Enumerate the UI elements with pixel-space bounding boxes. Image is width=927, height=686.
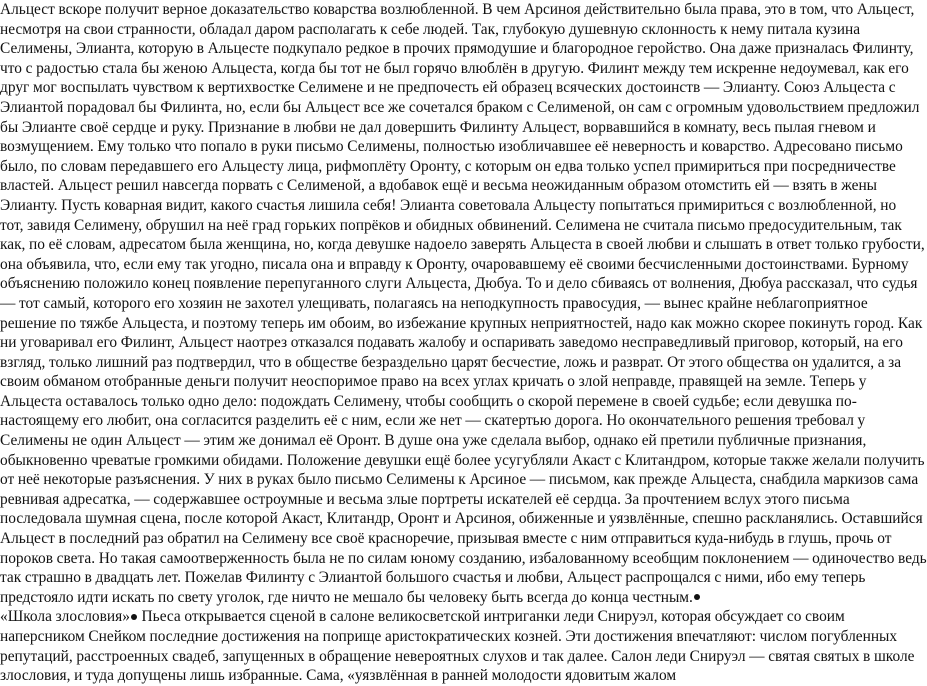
paragraph-line: Альцеста оставалось только одно дело: подождать Селимену, чтобы сообщить о скорой перемене в своей судьбе; если девушка по-	[0, 392, 857, 410]
paragraph-line: бы Элианте своё сердце и руку. Признание в любви не дал довершить Филинту Альцест, ворвавшийся в комнату, весь пылая гневом и	[0, 118, 876, 136]
paragraph-line: своим обманом отобранные деньги получит неоспоримое право на всех углах кричать о злой неправде, правящей на земле. Теперь у	[0, 373, 867, 391]
paragraph-line: взгляд, только лишний раз подтвердил, что в обществе безраздельно царят бесчестие, ложь и разврат. От этого общества он удалится, а за	[0, 353, 902, 371]
paragraph-line: ревнивая адресатка, — содержавшее остроумные и весьма злые портреты искателей её сердца. За прочтением вслух этого письма	[0, 490, 850, 508]
paragraph-line: тот, завидя Селимену, обрушил на неё град горьких попрёков и обидных обвинений. Селимена не считала письмо предосудительным, так	[0, 216, 902, 234]
paragraph-line: несмотря на свои странности, обладал даром располагать к себе людей. Так, глубокую душевную склонность к нему питала кузина	[0, 20, 861, 38]
paragraph-line: как, по её словам, адресатом была женщина, но, когда девушке надоело заверять Альцеста в своей любви и слышать в ответ только грубости,	[0, 236, 925, 254]
paragraph-line: возмущением. Ему только что попало в руки письмо Селимены, полностью изобличавшее её неверность и коварство. Адресовано письмо	[0, 138, 903, 156]
paragraph-first-line-text: Пьеса открывается сценой в салоне великосветской интриганки леди Снируэл, которая обсуждает со своим	[137, 608, 845, 626]
paragraph-line: предстояло идти искать по свету уголок, где ничто не мешало бы человеку быть всегда до конца честным.	[0, 588, 810, 608]
paragraph-first-line	[0, 607, 845, 627]
bullet-dot-icon	[131, 614, 137, 620]
paragraph-line: Альцест в последний раз обратил на Селимену все своё красноречие, призывая вместе с ним отправиться куда-нибудь в глушь, прочь от	[0, 530, 892, 548]
paragraph-line: объяснению положило конец появление перепуганного слуги Альцеста, Дюбуа. То и дело сбиваясь от волнения, Дюбуа рассказал, что судья	[0, 275, 918, 293]
paragraph-line: Элиантой порадовал бы Филинта, но, если бы Альцест все же сочетался браком с Селименой, он сам с огромным удовольствием предложил	[0, 98, 920, 116]
paragraph-line: она объявила, что, если ему так угодно, писала она и вправду к Оронту, очаровавшему её своими бесчисленными достоинствами. Бурному	[0, 255, 909, 273]
paragraph-line: злословия, и туда допущены лишь избранные. Сама, «уязвлённая в ранней молодости ядовитым жалом	[0, 667, 677, 685]
paragraph-line: настоящему его любит, она согласится разделить её с ним, если же нет — скатертью дорога. Но окончательного решения требовал у	[0, 412, 866, 430]
paragraph-line: пороков света. Но такая самоотверженность была не по силам юному созданию, избалованному всеобщим поклонением — одиночество ведь	[0, 549, 927, 567]
paragraph-line: Альцест вскоре получит верное доказательство коварства возлюбленной. В чем Арсиноя действительно была права, это в том, что Альцест,	[0, 1, 915, 18]
paragraph-line: ни уговаривал его Филинт, Альцест наотрез отказался подавать жалобу и оспаривать заведомо несправедливый приговор, который, на его	[0, 334, 903, 352]
play-title: «Школа злословия»	[0, 608, 130, 626]
paragraph-line: от неё некоторые разъяснения. У них в руках было письмо Селимены к Арсиное — письмом, как прежде Альцеста, снабдила маркизов сама	[0, 471, 919, 489]
paragraph-line: Элианту. Пусть коварная видит, какого счастья лишила себя! Элианта советовала Альцесту попытаться примириться с возлюбленной, но	[0, 196, 897, 214]
paragraph-line: властей. Альцест решил навсегда порвать с Селименой, а вдобавок ещё и весьма неожиданным образом отомстить ей — взять в жены	[0, 177, 878, 195]
paragraph-line: что с радостью стала бы женою Альцеста, когда бы тот не был горячо влюблён в другую. Филинт между тем искренне недоумевал, как его	[0, 59, 909, 77]
paragraph-line: Селимены не один Альцест — этим же донимал её Оронт. В душе она уже сделала выбор, однако ей претили публичные признания,	[0, 432, 867, 450]
paragraph-line: решение по тяжбе Альцеста, и поэтому теперь им обоим, во избежание крупных неприятностей, надо как можно скорее покинуть город. Как	[0, 314, 923, 332]
bullet-dot-icon	[694, 594, 700, 600]
paragraph-line: Селимены, Элианта, которую в Альцесте подкупало редкое в прочих прямодушие и благородное геройство. Она даже призналась Филинту,	[0, 40, 914, 58]
paragraph-school-for-scandal	[0, 607, 915, 685]
paragraph-line: последовала шумная сцена, после которой Акаст, Клитандр, Оронт и Арсиноя, обиженные и уязвлённые, спешно раскланялись. Оставшийся	[0, 510, 923, 528]
paragraph-line: друг мог воспылать чувством к вертихвостке Селимене и не предпочесть ей образец всяческих достоинств — Элианту. Союз Альцеста с	[0, 79, 896, 97]
paragraph-line: наперсником Снейком последние достижения на поприще аристократических козней. Эти достижения впечатляют: числом погубленных	[0, 628, 898, 645]
paragraph-line: так страшно в двадцать лет. Пожелав Филинту с Элиантой большого счастья и любви, Альцест распрощался с ними, ибо ему теперь	[0, 569, 866, 587]
paragraph-line: репутаций, расстроенных свадеб, запущенных в обращение невероятных слухов и так далее. Салон леди Снируэл — святая святых в школе	[0, 647, 915, 665]
paragraph-line: обыкновенно чреватые громкими обидами. Положение девушки ещё более усугубляли Акаст с Клитандром, которые также желали получить	[0, 451, 925, 469]
paragraph-line: было, по словам передавшего его Альцесту лица, рифмоплёту Оронту, с которым он едва только успел примириться при посредничестве	[0, 157, 896, 175]
paragraph-line: — тот самый, которого его хозяин не захотел улещивать, полагаясь на неподкупность правосудия, — вынес крайне неблагоприятное	[0, 294, 868, 312]
